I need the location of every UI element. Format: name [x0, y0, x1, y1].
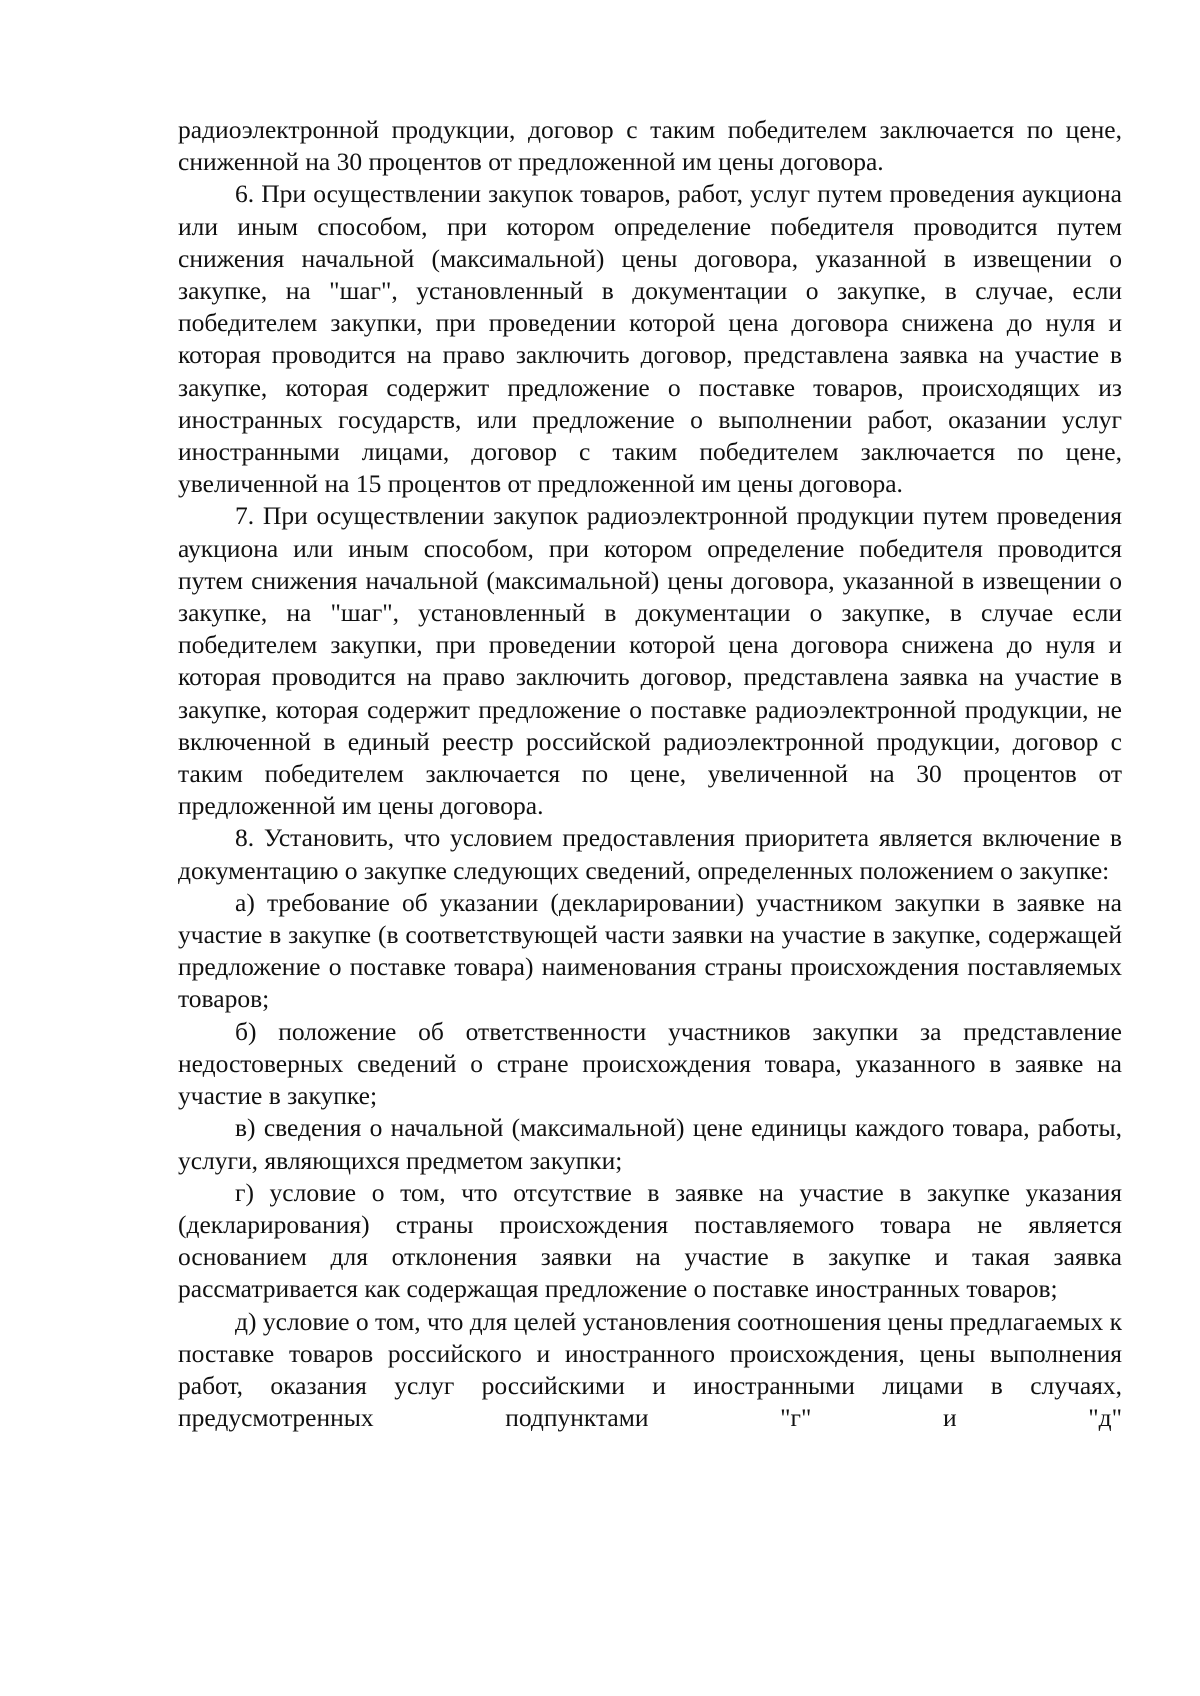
subitem-a: а) требование об указании (декларировании) участником закупки в заявке на участие в закупке (в соответствующей части заявки на участие в закупке, содержащей предложение о поставке товара) наименования страны происхождения поставляемых товаров;: [178, 887, 1122, 1014]
subitem-v: в) сведения о начальной (максимальной) цене единицы каждого товара, работы, услуги, являющихся предметом закупки;: [178, 1113, 1122, 1175]
subitem-d: д) условие о том, что для целей установления соотношения цены предлагаемых к поставке товаров российского и иностранного происхождения, цены выполнения работ, оказания услуг российскими и иностранными лицами в случаях, предусмотренных подпунктами "г" и "д": [178, 1306, 1122, 1433]
document-page: [178, 114, 1122, 1434]
paragraph-item-7: 7. При осуществлении закупок радиоэлектронной продукции путем проведения аукциона или иным способом, при котором определение победителя проводится путем снижения начальной (максимальной) цены договора, указанной в извещении о закупке, на "шаг", установленный в документации о закупке, в случае если победителем закупки, при проведении которой цена договора снижена до нуля и которая проводится на право заключить договор, представлена заявка на участие в закупке, которая содержит предложение о поставке радиоэлектронной продукции, не включенной в единый реестр российской радиоэлектронной продукции, договор с таким победителем заключается по цене, увеличенной на 30 процентов от предложенной им цены договора.: [178, 501, 1122, 821]
paragraph-continuation: радиоэлектронной продукции, договор с таким победителем заключается по цене, сниженной на 30 процентов от предложенной им цены договора.: [178, 115, 1122, 177]
subitem-g: г) условие о том, что отсутствие в заявке на участие в закупке указания (декларирования) страны происхождения поставляемого товара не является основанием для отклонения заявки на участие в закупке и такая заявка рассматривается как содержащая предложение о поставке иностранных товаров;: [178, 1177, 1122, 1304]
paragraph-item-6: 6. При осуществлении закупок товаров, работ, услуг путем проведения аукциона или иным способом, при котором определение победителя проводится путем снижения начальной (максимальной) цены договора, указанной в извещении о закупке, на "шаг", установленный в документации о закупке, в случае, если победителем закупки, при проведении которой цена договора снижена до нуля и которая проводится на право заключить договор, представлена заявка на участие в закупке, которая содержит предложение о поставке товаров, происходящих из иностранных государств, или предложение о выполнении работ, оказании услуг иностранными лицами, договор с таким победителем заключается по цене, увеличенной на 15 процентов от предложенной им цены договора.: [178, 179, 1122, 499]
subitem-b: б) положение об ответственности участников закупки за представление недостоверных сведений о стране происхождения товара, указанного в заявке на участие в закупке;: [178, 1016, 1122, 1111]
paragraph-item-8: 8. Установить, что условием предоставления приоритета является включение в документацию о закупке следующих сведений, определенных положением о закупке:: [178, 823, 1122, 885]
